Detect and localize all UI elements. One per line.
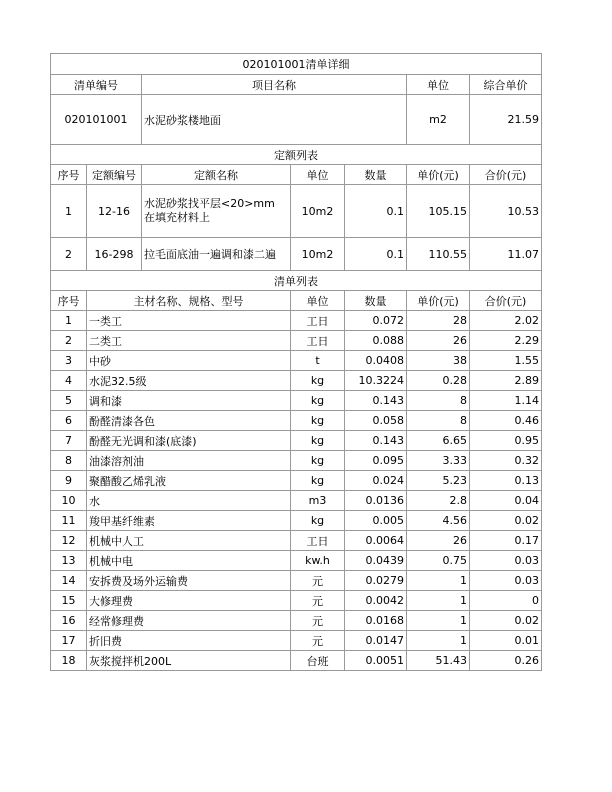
material-seq: 13: [51, 551, 87, 571]
material-total: 2.29: [470, 331, 542, 351]
quota-name: 水泥砂浆找平层<20>mm 在填充材料上: [142, 185, 291, 238]
material-name: 安拆费及场外运输费: [87, 571, 291, 591]
material-unit: 工日: [291, 331, 345, 351]
material-seq: 3: [51, 351, 87, 371]
material-unit: 元: [291, 611, 345, 631]
quota-seq: 2: [51, 238, 87, 271]
material-unit-price: 1: [407, 631, 470, 651]
material-total: 1.55: [470, 351, 542, 371]
quota-qty: 0.1: [345, 185, 407, 238]
material-qty: 0.0042: [345, 591, 407, 611]
material-qty: 0.0147: [345, 631, 407, 651]
material-header-total: 合价(元): [470, 291, 542, 311]
material-qty: 0.0051: [345, 651, 407, 671]
header-item-name: 项目名称: [142, 75, 407, 95]
material-unit-price: 8: [407, 411, 470, 431]
material-total: 0: [470, 591, 542, 611]
material-row: [51, 471, 542, 491]
material-row: [51, 411, 542, 431]
material-unit: 台班: [291, 651, 345, 671]
material-qty: 0.058: [345, 411, 407, 431]
material-total: 0.26: [470, 651, 542, 671]
page-title: 020101001清单详细: [51, 54, 542, 75]
material-unit: 元: [291, 571, 345, 591]
material-unit: 工日: [291, 531, 345, 551]
material-row: [51, 591, 542, 611]
material-name: 油漆溶剂油: [87, 451, 291, 471]
material-unit: kg: [291, 371, 345, 391]
material-section-title: 清单列表: [51, 271, 542, 291]
material-seq: 6: [51, 411, 87, 431]
quota-row: [51, 185, 542, 238]
material-unit-price: 2.8: [407, 491, 470, 511]
material-seq: 8: [51, 451, 87, 471]
material-total: 2.89: [470, 371, 542, 391]
material-qty: 0.088: [345, 331, 407, 351]
quota-unit: 10m2: [291, 185, 345, 238]
material-name: 水: [87, 491, 291, 511]
quota-header-name: 定额名称: [142, 165, 291, 185]
material-unit-price: 1: [407, 611, 470, 631]
material-name: 酚醛无光调和漆(底漆): [87, 431, 291, 451]
material-row: [51, 531, 542, 551]
material-qty: 0.005: [345, 511, 407, 531]
material-unit-price: 8: [407, 391, 470, 411]
material-seq: 11: [51, 511, 87, 531]
material-unit-price: 26: [407, 531, 470, 551]
material-qty: 0.024: [345, 471, 407, 491]
material-header-unit: 单位: [291, 291, 345, 311]
material-seq: 5: [51, 391, 87, 411]
material-seq: 9: [51, 471, 87, 491]
material-unit-price: 26: [407, 331, 470, 351]
header-bill-code: 清单编号: [51, 75, 142, 95]
material-total: 1.14: [470, 391, 542, 411]
quota-unit-price: 105.15: [407, 185, 470, 238]
material-name: 机械中电: [87, 551, 291, 571]
material-name: 经常修理费: [87, 611, 291, 631]
material-total: 0.04: [470, 491, 542, 511]
material-unit: 元: [291, 631, 345, 651]
material-total: 0.95: [470, 431, 542, 451]
material-total: 0.02: [470, 611, 542, 631]
material-row: [51, 391, 542, 411]
material-unit: 元: [291, 591, 345, 611]
header-composite-price: 综合单价: [470, 75, 542, 95]
material-unit: 工日: [291, 311, 345, 331]
material-qty: 0.143: [345, 431, 407, 451]
material-name: 中砂: [87, 351, 291, 371]
quota-total: 10.53: [470, 185, 542, 238]
material-total: 0.03: [470, 571, 542, 591]
item-price: 21.59: [470, 95, 542, 145]
material-row: [51, 511, 542, 531]
material-qty: 0.095: [345, 451, 407, 471]
material-name: 折旧费: [87, 631, 291, 651]
material-total: 0.03: [470, 551, 542, 571]
material-header-unit-price: 单价(元): [407, 291, 470, 311]
material-row: [51, 631, 542, 651]
material-total: 0.01: [470, 631, 542, 651]
material-unit: kg: [291, 411, 345, 431]
material-row: [51, 331, 542, 351]
quota-header-unit: 单位: [291, 165, 345, 185]
material-row: [51, 431, 542, 451]
material-row: [51, 551, 542, 571]
material-total: 0.46: [470, 411, 542, 431]
item-unit: m2: [407, 95, 470, 145]
material-unit-price: 6.65: [407, 431, 470, 451]
material-seq: 2: [51, 331, 87, 351]
material-unit: kg: [291, 471, 345, 491]
material-name: 一类工: [87, 311, 291, 331]
bill-detail-table: [50, 53, 542, 671]
material-name: 水泥32.5级: [87, 371, 291, 391]
material-seq: 4: [51, 371, 87, 391]
material-row: [51, 451, 542, 471]
material-row: [51, 571, 542, 591]
material-row: [51, 311, 542, 331]
material-header-seq: 序号: [51, 291, 87, 311]
quota-header-qty: 数量: [345, 165, 407, 185]
material-unit-price: 51.43: [407, 651, 470, 671]
quota-header-seq: 序号: [51, 165, 87, 185]
material-seq: 12: [51, 531, 87, 551]
material-seq: 7: [51, 431, 87, 451]
quota-qty: 0.1: [345, 238, 407, 271]
material-seq: 16: [51, 611, 87, 631]
quota-name: 拉毛面底油一遍调和漆二遍: [142, 238, 291, 271]
quota-header-unit-price: 单价(元): [407, 165, 470, 185]
quota-row: [51, 238, 542, 271]
quota-unit-price: 110.55: [407, 238, 470, 271]
header-unit: 单位: [407, 75, 470, 95]
material-unit: m3: [291, 491, 345, 511]
quota-unit: 10m2: [291, 238, 345, 271]
material-name: 羧甲基纤维素: [87, 511, 291, 531]
item-name: 水泥砂浆楼地面: [142, 95, 407, 145]
material-unit-price: 3.33: [407, 451, 470, 471]
material-total: 0.32: [470, 451, 542, 471]
material-qty: 0.0136: [345, 491, 407, 511]
material-qty: 0.0408: [345, 351, 407, 371]
material-unit-price: 1: [407, 571, 470, 591]
material-row: [51, 371, 542, 391]
material-total: 0.17: [470, 531, 542, 551]
quota-section-title: 定额列表: [51, 145, 542, 165]
material-unit-price: 5.23: [407, 471, 470, 491]
material-name: 机械中人工: [87, 531, 291, 551]
material-seq: 18: [51, 651, 87, 671]
material-row: [51, 351, 542, 371]
material-unit-price: 28: [407, 311, 470, 331]
material-unit-price: 4.56: [407, 511, 470, 531]
material-name: 聚醋酸乙烯乳液: [87, 471, 291, 491]
material-seq: 15: [51, 591, 87, 611]
material-unit-price: 38: [407, 351, 470, 371]
material-row: [51, 651, 542, 671]
material-unit: kw.h: [291, 551, 345, 571]
material-unit: kg: [291, 391, 345, 411]
material-unit: kg: [291, 451, 345, 471]
material-name: 大修理费: [87, 591, 291, 611]
material-unit-price: 0.28: [407, 371, 470, 391]
material-unit: kg: [291, 431, 345, 451]
material-seq: 14: [51, 571, 87, 591]
material-unit-price: 1: [407, 591, 470, 611]
material-qty: 0.072: [345, 311, 407, 331]
material-qty: 0.0064: [345, 531, 407, 551]
material-header-qty: 数量: [345, 291, 407, 311]
quota-code: 12-16: [87, 185, 142, 238]
material-unit-price: 0.75: [407, 551, 470, 571]
material-qty: 0.0168: [345, 611, 407, 631]
material-seq: 1: [51, 311, 87, 331]
material-header-name: 主材名称、规格、型号: [87, 291, 291, 311]
material-qty: 10.3224: [345, 371, 407, 391]
material-name: 灰浆搅拌机200L: [87, 651, 291, 671]
quota-header-code: 定额编号: [87, 165, 142, 185]
material-seq: 17: [51, 631, 87, 651]
material-unit: t: [291, 351, 345, 371]
quota-total: 11.07: [470, 238, 542, 271]
quota-code: 16-298: [87, 238, 142, 271]
quota-header-total: 合价(元): [470, 165, 542, 185]
material-qty: 0.0279: [345, 571, 407, 591]
material-total: 0.13: [470, 471, 542, 491]
material-qty: 0.0439: [345, 551, 407, 571]
material-total: 0.02: [470, 511, 542, 531]
quota-seq: 1: [51, 185, 87, 238]
material-name: 调和漆: [87, 391, 291, 411]
material-qty: 0.143: [345, 391, 407, 411]
material-row: [51, 491, 542, 511]
material-row: [51, 611, 542, 631]
material-seq: 10: [51, 491, 87, 511]
item-code: 020101001: [51, 95, 142, 145]
material-unit: kg: [291, 511, 345, 531]
material-name: 酚醛清漆各色: [87, 411, 291, 431]
material-total: 2.02: [470, 311, 542, 331]
material-name: 二类工: [87, 331, 291, 351]
